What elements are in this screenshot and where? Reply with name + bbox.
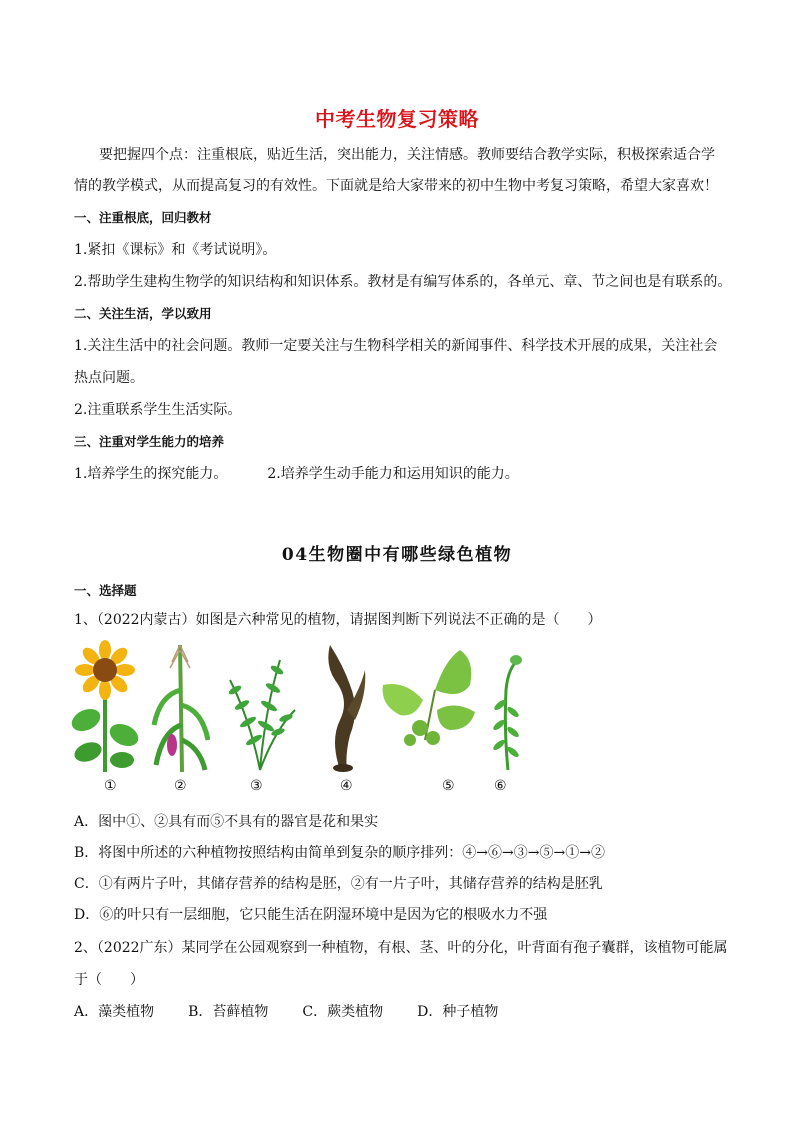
question-2-stem-line-1: 2、（2022广东）某同学在公园观察到一种植物，有根、茎、叶的分化，叶背面有孢子囊群，该植物可能属 bbox=[74, 940, 728, 956]
section-heading-1: 一、注重根底，回归教材 bbox=[74, 210, 212, 225]
q2-option-a: A．藻类植物 bbox=[74, 1004, 155, 1020]
sunflower-icon bbox=[70, 640, 140, 775]
choice-section-heading: 一、选择题 bbox=[74, 583, 137, 598]
moss-icon bbox=[488, 640, 528, 775]
q2-option-c: C．蕨类植物 bbox=[302, 1004, 384, 1020]
q2-option-b: B．苔藓植物 bbox=[188, 1004, 269, 1020]
section-heading-3: 三、注重对学生能力的培养 bbox=[74, 434, 225, 449]
section-2-item-1: 1.关注生活中的社会问题。教师一定要关注与生物科学相关的新闻事件、科学技术开展的成果，关注社会 bbox=[74, 338, 718, 354]
ginkgo-icon bbox=[375, 640, 480, 775]
intro-line-2: 情的教学模式，从而提高复习的有效性。下面就是给大家带来的初中生物中考复习策略，希望大家喜欢！ bbox=[74, 178, 718, 194]
page-title: 中考生物复习策略 bbox=[315, 107, 479, 131]
q1-option-a: A．图中①、②具有而⑤不具有的器官是花和果实 bbox=[74, 814, 379, 830]
q2-option-d: D．种子植物 bbox=[417, 1004, 499, 1020]
chapter-title: 04生物圈中有哪些绿色植物 bbox=[281, 545, 513, 565]
q1-option-b: B．将图中所述的六种植物按照结构由简单到复杂的顺序排列：④→⑥→③→⑤→①→② bbox=[74, 845, 605, 861]
plant-label-5: ⑤ bbox=[442, 778, 455, 794]
plant-label-1: ① bbox=[104, 778, 117, 794]
fern-icon bbox=[220, 640, 300, 775]
section-3-item-2: 2.培养学生动手能力和运用知识的能力。 bbox=[267, 466, 519, 482]
seaweed-icon bbox=[315, 640, 370, 775]
corn-icon bbox=[150, 640, 210, 775]
plant-label-2: ② bbox=[174, 778, 187, 794]
q1-option-d: D．⑥的叶只有一层细胞，它只能生活在阴湿环境中是因为它的根吸水力不强 bbox=[74, 907, 548, 923]
section-2-item-2: 2.注重联系学生生活实际。 bbox=[74, 402, 242, 418]
question-2-stem-line-2: 于（ ） bbox=[74, 972, 144, 988]
q1-option-c: C．①有两片子叶，其储存营养的结构是胚，②有一片子叶，其储存营养的结构是胚乳 bbox=[74, 876, 603, 892]
section-3-items bbox=[74, 464, 519, 484]
q2-options bbox=[74, 1002, 532, 1022]
section-3-item-1: 1.培养学生的探究能力。 bbox=[74, 466, 228, 482]
plant-label-3: ③ bbox=[250, 778, 263, 794]
plant-label-6: ⑥ bbox=[494, 778, 507, 794]
section-heading-2: 二、关注生活，学以致用 bbox=[74, 306, 212, 321]
question-1-stem: 1、（2022内蒙古）如图是六种常见的植物，请据图判断下列说法不正确的是（ ） bbox=[74, 612, 602, 628]
section-1-item-2: 2.帮助学生建构生物学的知识结构和知识体系。教材是有编写体系的，各单元、章、节之间也是有联系的。 bbox=[74, 274, 732, 290]
section-2-item-1-cont: 热点问题。 bbox=[74, 370, 144, 386]
intro-line-1: 要把握四个点：注重根底，贴近生活，突出能力，关注情感。教师要结合教学实际，积极探索适合学 bbox=[99, 147, 715, 163]
plant-label-4: ④ bbox=[340, 778, 353, 794]
plants-figure bbox=[70, 640, 540, 800]
section-1-item-1: 1.紧扣《课标》和《考试说明》。 bbox=[74, 242, 277, 258]
